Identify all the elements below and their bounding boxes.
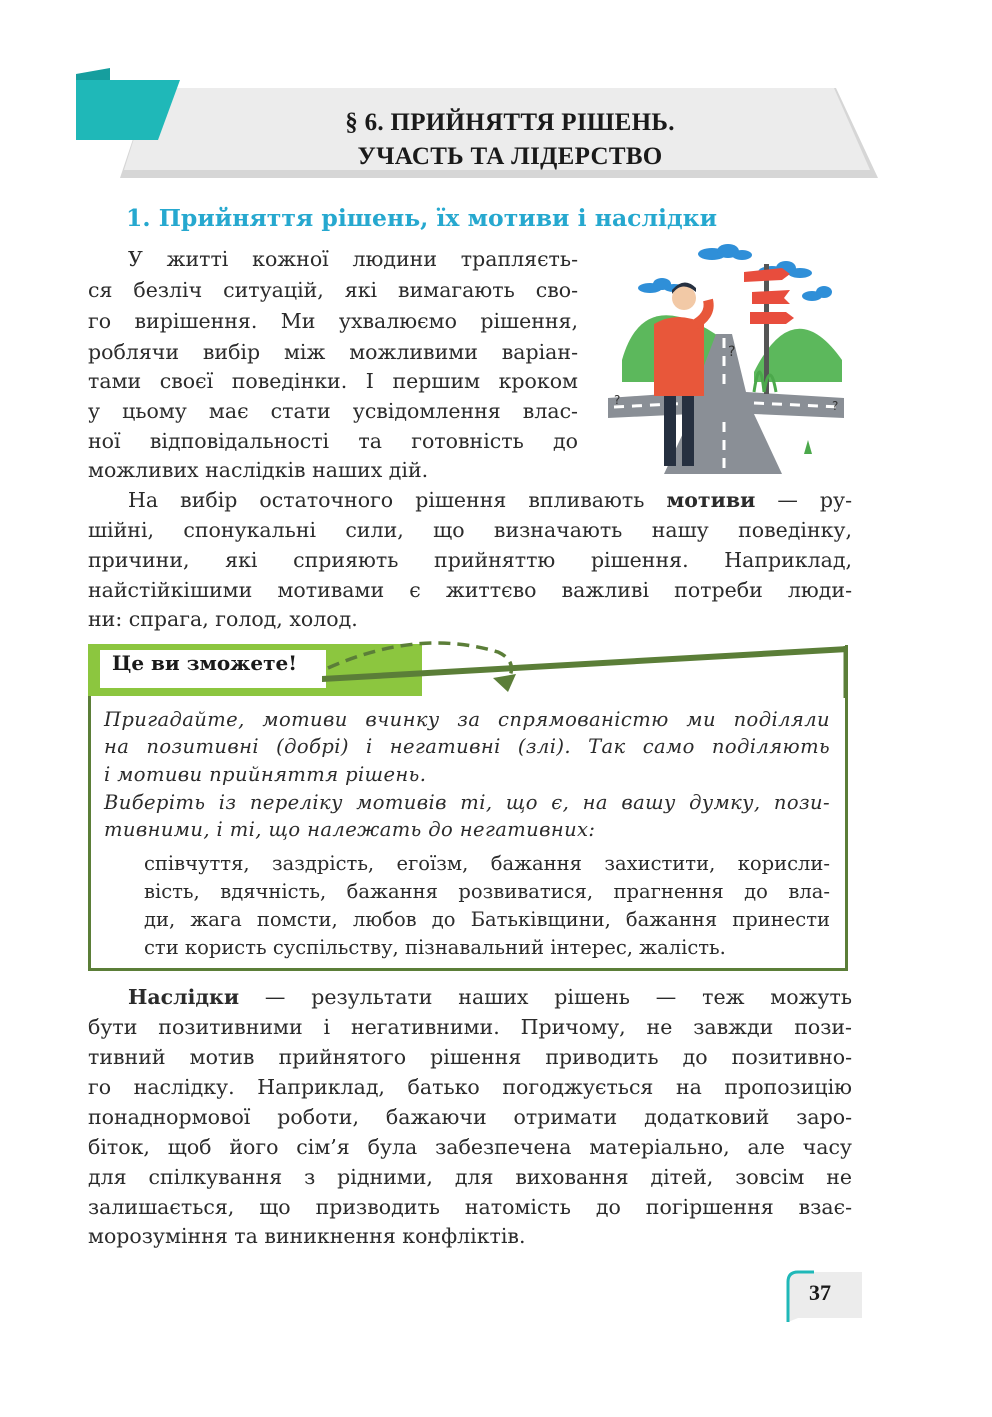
consequences-line: для спілкування з рідними, для виховання дітей, зовсім не <box>88 1165 852 1189</box>
svg-text:?: ? <box>728 344 736 360</box>
consequences-line: тивний мотив прийнятого рішення приводить до позитивно- <box>88 1045 852 1069</box>
task-label: Це ви зможете! <box>112 651 297 675</box>
motives-line: найстійкішими мотивами є життєво важливі потреби люди- <box>88 578 852 602</box>
task-instruction-line: і мотиви прийняття рішень. <box>104 763 427 786</box>
motives-line: ни: спрага, голод, холод. <box>88 607 358 631</box>
intro-line: го вирішення. Ми ухвалюємо рішення, <box>88 309 578 333</box>
motives-line: причини, які сприяють прийняттю рішення. Наприклад, <box>88 548 852 572</box>
motives-line: шійні, спонукальні сили, що визначають нашу поведінку, <box>88 518 852 542</box>
term-consequences: Наслідки <box>128 985 240 1009</box>
motive-list-line: ди, жага помсти, любов до Батьківщини, бажання принести <box>144 908 830 931</box>
motive-list-line: сти користь суспільству, пізнавальний інтерес, жалість. <box>144 936 726 959</box>
consequences-line: Наслідки — результати наших рішень — теж можуть <box>128 985 852 1009</box>
consequences-line: го наслідку. Наприклад, батько погоджується на пропозицію <box>88 1075 852 1099</box>
term-motives: мотиви <box>666 488 756 512</box>
motive-list-line: вість, вдячність, бажання розвиватися, прагнення до вла- <box>144 880 830 903</box>
motive-list-line: співчуття, заздрість, егоїзм, бажання захистити, корисли- <box>144 852 830 875</box>
intro-line: тами своєї поведінки. І першим кроком <box>88 369 578 393</box>
task-instruction-line: тивними, і ті, що належать до негативних: <box>104 818 596 841</box>
task-instruction-line: Виберіть із переліку мотивів ті, що є, на вашу думку, пози- <box>104 791 830 814</box>
consequences-line: залишається, що призводить натомість до погіршення взає- <box>88 1195 852 1219</box>
chapter-title-line2: УЧАСТЬ ТА ЛІДЕРСТВО <box>357 143 663 170</box>
consequences-line: морозуміння та виникнення конфліктів. <box>88 1224 526 1248</box>
consequences-line: біток, щоб його сім’я була забезпечена матеріально, але часу <box>88 1135 852 1159</box>
consequences-line: понаднормової роботи, бажаючи отримати додатковий заро- <box>88 1105 852 1129</box>
consequences-line: бути позитивними і негативними. Причому, не завжди пози- <box>88 1015 852 1039</box>
svg-text:?: ? <box>614 393 621 407</box>
crossroads-illustration <box>604 242 854 474</box>
intro-line: ної відповідальності та готовність до <box>88 429 578 453</box>
intro-line: у цьому має стати усвідомлення влас- <box>88 399 578 423</box>
task-instruction-line: на позитивні (добрі) і негативні (злі). Так само поділяють <box>104 735 830 758</box>
intro-line: У житті кожної людини трапляєть- <box>128 247 578 271</box>
section-heading: 1. Прийняття рішень, їх мотиви і наслідки <box>126 204 718 232</box>
page-number: 37 <box>809 1280 831 1305</box>
intro-line: можливих наслідків наших дій. <box>88 458 429 482</box>
chapter-title-line1: § 6. ПРИЙНЯТТЯ РІШЕНЬ. <box>345 109 675 136</box>
svg-text:?: ? <box>832 399 839 413</box>
intro-line: роблячи вибір між можливими варіан- <box>88 340 578 364</box>
intro-line: ся безліч ситуацій, які вимагають сво- <box>88 278 578 302</box>
motives-line: На вибір остаточного рішення впливають мотиви — ру- <box>128 488 852 512</box>
task-instruction-line: Пригадайте, мотиви вчинку за спрямованістю ми поділяли <box>104 708 830 731</box>
chapter-title <box>260 106 760 174</box>
